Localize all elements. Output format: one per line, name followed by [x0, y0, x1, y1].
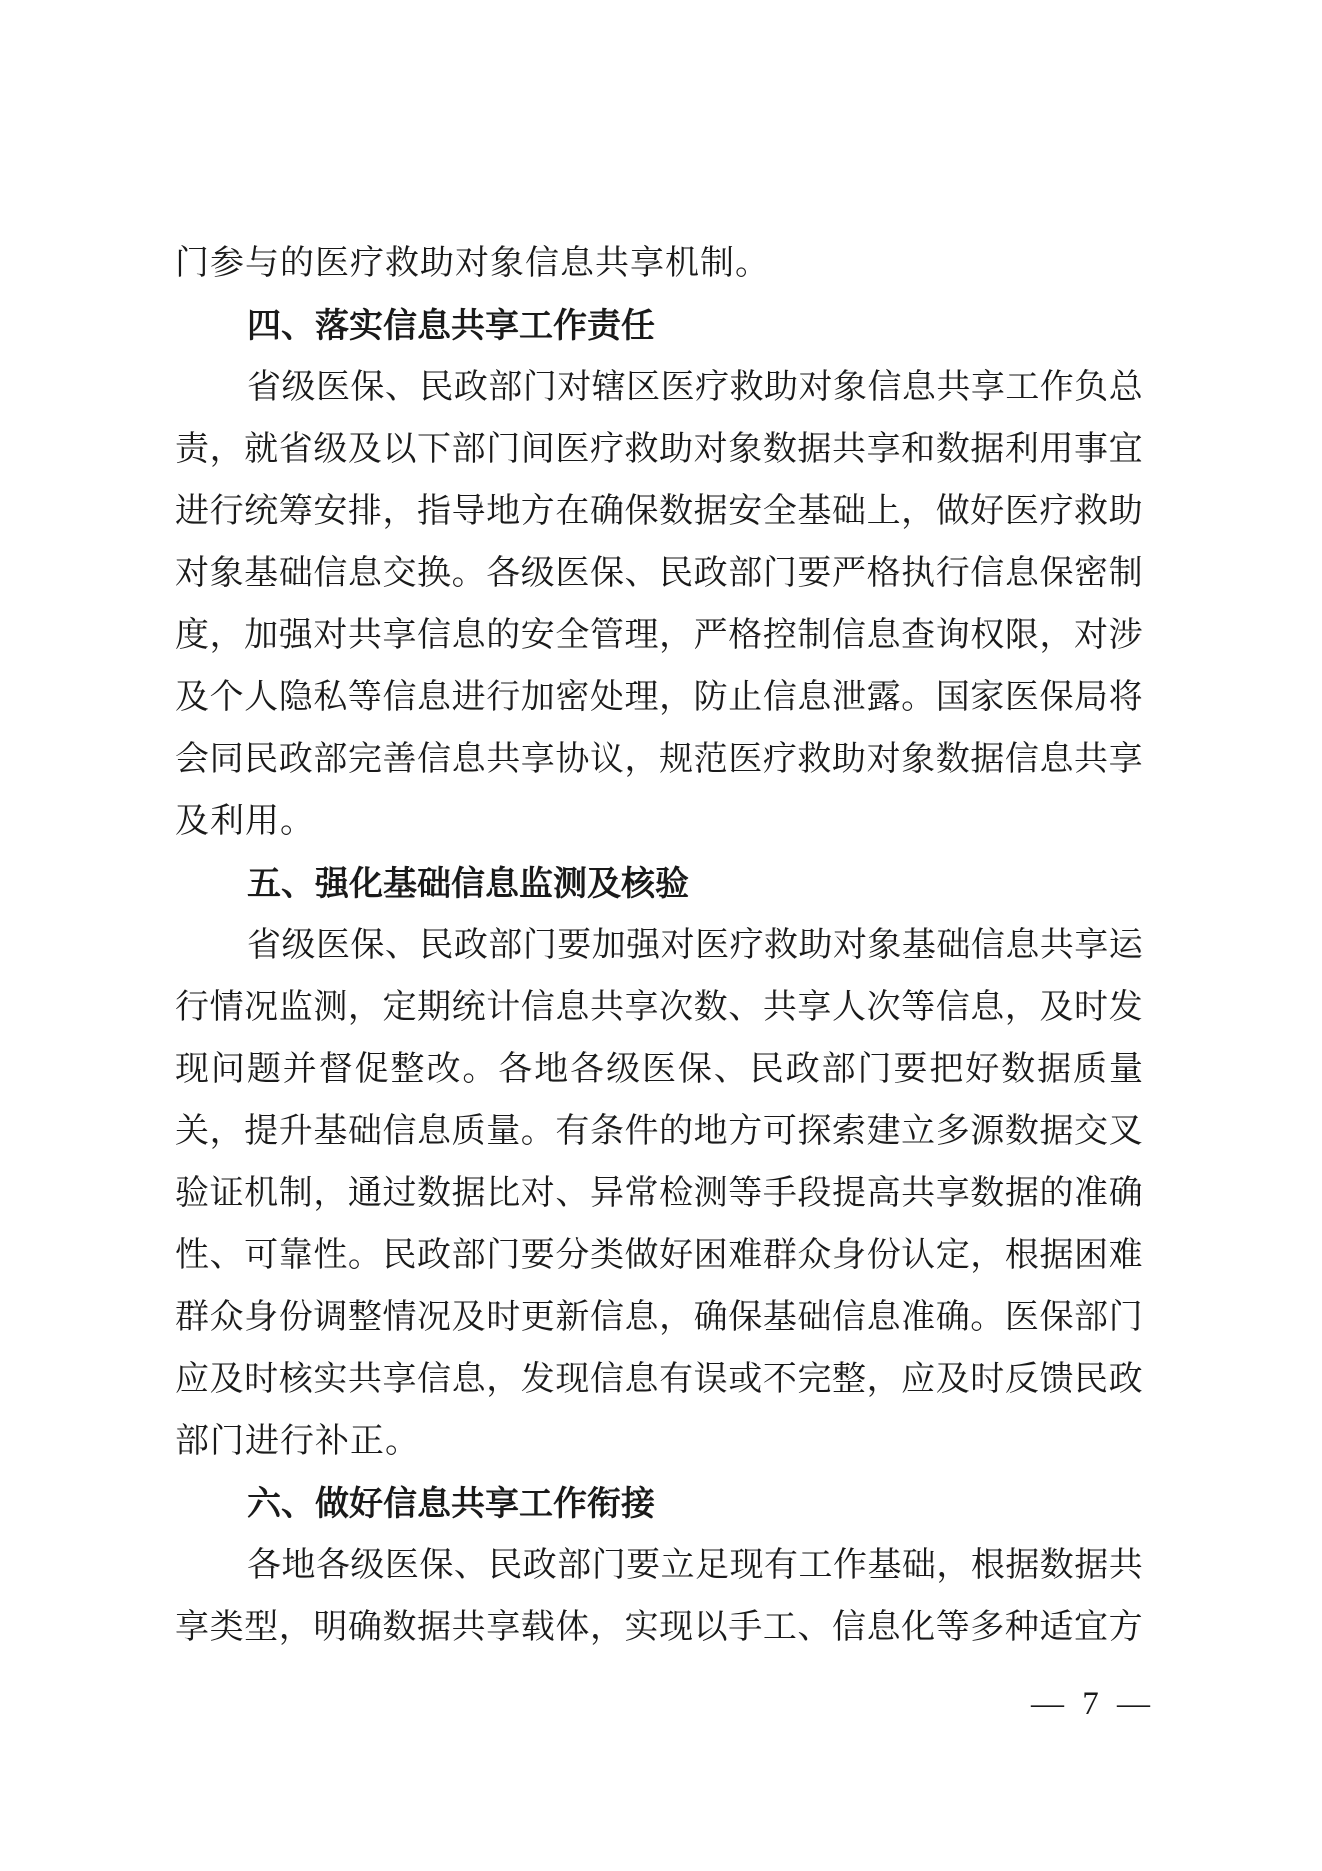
text-line: 门参与的医疗救助对象信息共享机制。 [175, 245, 770, 282]
text-line: 进 行 统 筹 安 排 ， 指 导 地 方 在 确 保 数 据 安 全 基 础 上 ， 做 好 医 疗 救 助 [175, 493, 1143, 530]
document-body [175, 233, 1143, 1659]
text-line: 度 ， 加 强 对 共 享 信 息 的 安 全 管 理 ， 严 格 控 制 信 息 查 询 权 限 ， 对 涉 [175, 617, 1143, 654]
text-line: 省 级 医 保 、 民 政 部 门 要 加 强 对 医 疗 救 助 对 象 基 础 信 息 共 享 运 [247, 927, 1143, 964]
page-number: — 7 — [1031, 1686, 1152, 1722]
text-line: 关 ， 提 升 基 础 信 息 质 量 。 有 条 件 的 地 方 可 探 索 建 立 多 源 数 据 交 叉 [175, 1113, 1143, 1150]
text-line: 对 象 基 础 信 息 交 换 。 各 级 医 保 、 民 政 部 门 要 严 格 执 行 信 息 保 密 制 [175, 555, 1143, 592]
text-line: 行 情 况 监 测 ， 定 期 统 计 信 息 共 享 次 数 、 共 享 人 次 等 信 息 ， 及 时 发 [175, 989, 1143, 1026]
text-line: 会 同 民 政 部 完 善 信 息 共 享 协 议 ， 规 范 医 疗 救 助 对 象 数 据 信 息 共 享 [175, 741, 1143, 778]
text-line: 应 及 时 核 实 共 享 信 息 ， 发 现 信 息 有 误 或 不 完 整 ， 应 及 时 反 馈 民 政 [175, 1361, 1143, 1398]
section-heading: 四、落实信息共享工作责任 [247, 307, 655, 345]
text-line: 部门进行补正。 [175, 1423, 420, 1460]
text-line: 各 地 各 级 医 保 、 民 政 部 门 要 立 足 现 有 工 作 基 础 ， 根 据 数 据 共 [247, 1547, 1143, 1584]
text-line: 群 众 身 份 调 整 情 况 及 时 更 新 信 息 ， 确 保 基 础 信 息 准 确 。 医 保 部 门 [175, 1299, 1143, 1336]
text-line: 及 个 人 隐 私 等 信 息 进 行 加 密 处 理 ， 防 止 信 息 泄 露 。 国 家 医 保 局 将 [175, 679, 1143, 716]
text-line: 享 类 型 ， 明 确 数 据 共 享 载 体 ， 实 现 以 手 工 、 信 息 化 等 多 种 适 宜 方 [175, 1609, 1143, 1646]
text-line: 及利用。 [175, 803, 315, 840]
section-heading: 五、强化基础信息监测及核验 [247, 865, 689, 903]
text-line: 现 问 题 并 督 促 整 改 。 各 地 各 级 医 保 、 民 政 部 门 要 把 好 数 据 质 量 [175, 1051, 1143, 1088]
text-line: 验 证 机 制 ， 通 过 数 据 比 对 、 异 常 检 测 等 手 段 提 高 共 享 数 据 的 准 确 [175, 1175, 1143, 1212]
text-line: 责 ， 就 省 级 及 以 下 部 门 间 医 疗 救 助 对 象 数 据 共 享 和 数 据 利 用 事 宜 [175, 431, 1143, 468]
text-line: 省 级 医 保 、 民 政 部 门 对 辖 区 医 疗 救 助 对 象 信 息 共 享 工 作 负 总 [247, 369, 1143, 406]
section-heading: 六、做好信息共享工作衔接 [247, 1485, 655, 1523]
text-line: 性 、 可 靠 性 。 民 政 部 门 要 分 类 做 好 困 难 群 众 身 份 认 定 ， 根 据 困 难 [175, 1237, 1143, 1274]
